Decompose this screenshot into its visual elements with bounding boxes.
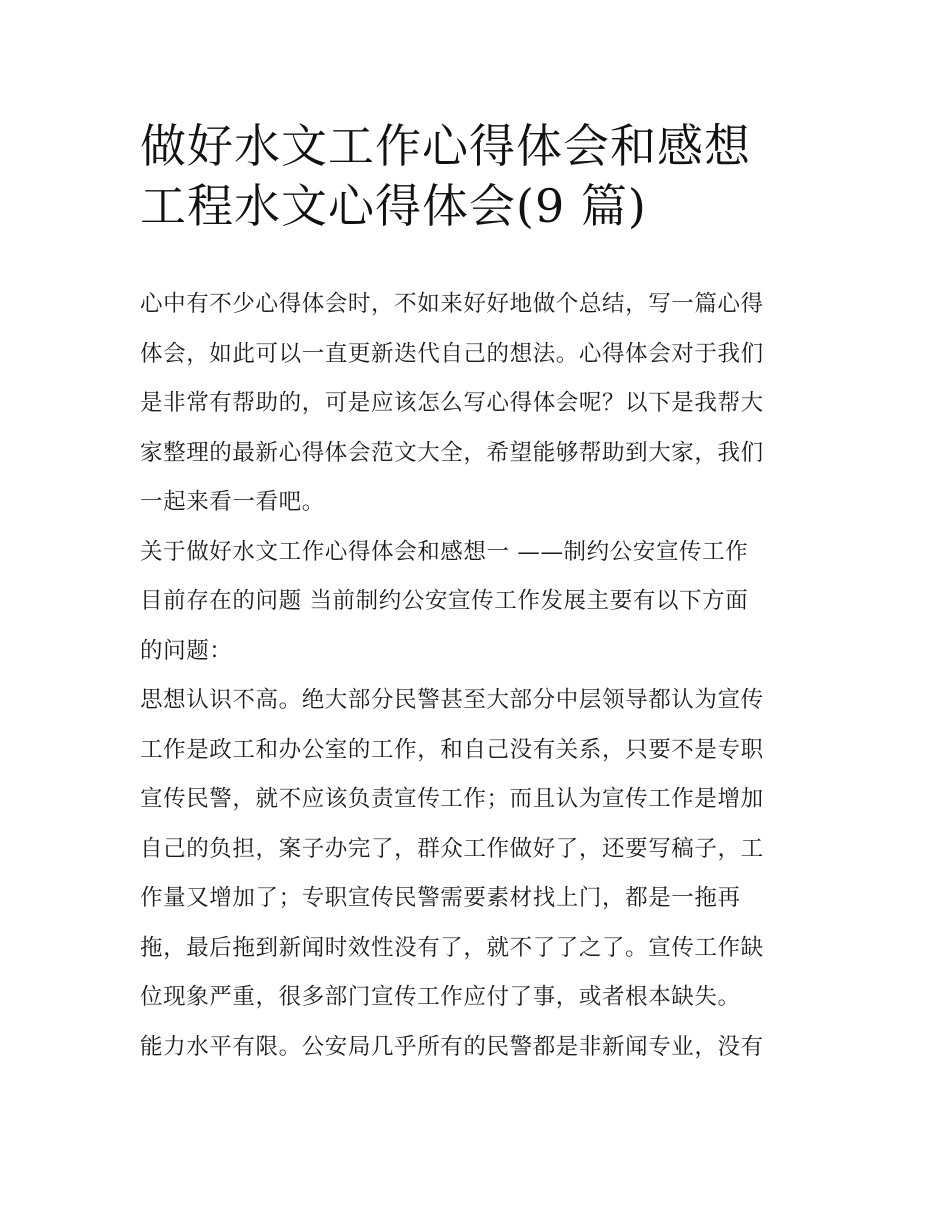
document-title — [140, 116, 830, 236]
title-line-1: 做好水文工作心得体会和感想 — [140, 119, 751, 173]
body-line: 关于做好水文工作心得体会和感想一 ——制约公安宣传工作 — [140, 538, 749, 565]
body-line: 自己的负担，案子办完了，群众工作做好了，还要写稿子，工 — [140, 835, 764, 862]
body-line: 作量又增加了；专职宣传民警需要素材找上门，都是一拖再 — [140, 885, 741, 911]
body-line: 体会，如此可以一直更新迭代自己的想法。心得体会对于我们 — [140, 340, 764, 367]
body-line: 一起来看一看吧。 — [140, 489, 325, 515]
document-body — [140, 280, 820, 1072]
body-line: 心中有不少心得体会时，不如来好好地做个总结，写一篇心得 — [140, 291, 764, 317]
body-line: 宣传民警，就不应该负责宣传工作；而且认为宣传工作是增加 — [140, 786, 764, 812]
body-line: 能力水平有限。公安局几乎所有的民警都是非新闻专业，没有 — [140, 1033, 764, 1060]
body-line: 位现象严重，很多部门宣传工作应付了事，或者根本缺失。 — [140, 984, 741, 1010]
body-line: 的问题： — [140, 637, 233, 664]
title-line-2: 工程水文心得体会(9 篇) — [140, 179, 647, 233]
body-line: 目前存在的问题 当前制约公安宣传工作发展主要有以下方面 — [140, 588, 749, 614]
body-line: 工作是政工和办公室的工作，和自己没有关系，只要不是专职 — [140, 736, 764, 763]
body-line: 拖，最后拖到新闻时效性没有了，就不了了之了。宣传工作缺 — [140, 934, 764, 961]
body-line: 思想认识不高。绝大部分民警甚至大部分中层领导都认为宣传 — [140, 687, 764, 713]
body-line: 家整理的最新心得体会范文大全，希望能够帮助到大家，我们 — [140, 439, 764, 466]
body-line: 是非常有帮助的，可是应该怎么写心得体会呢？以下是我帮大 — [140, 390, 764, 416]
